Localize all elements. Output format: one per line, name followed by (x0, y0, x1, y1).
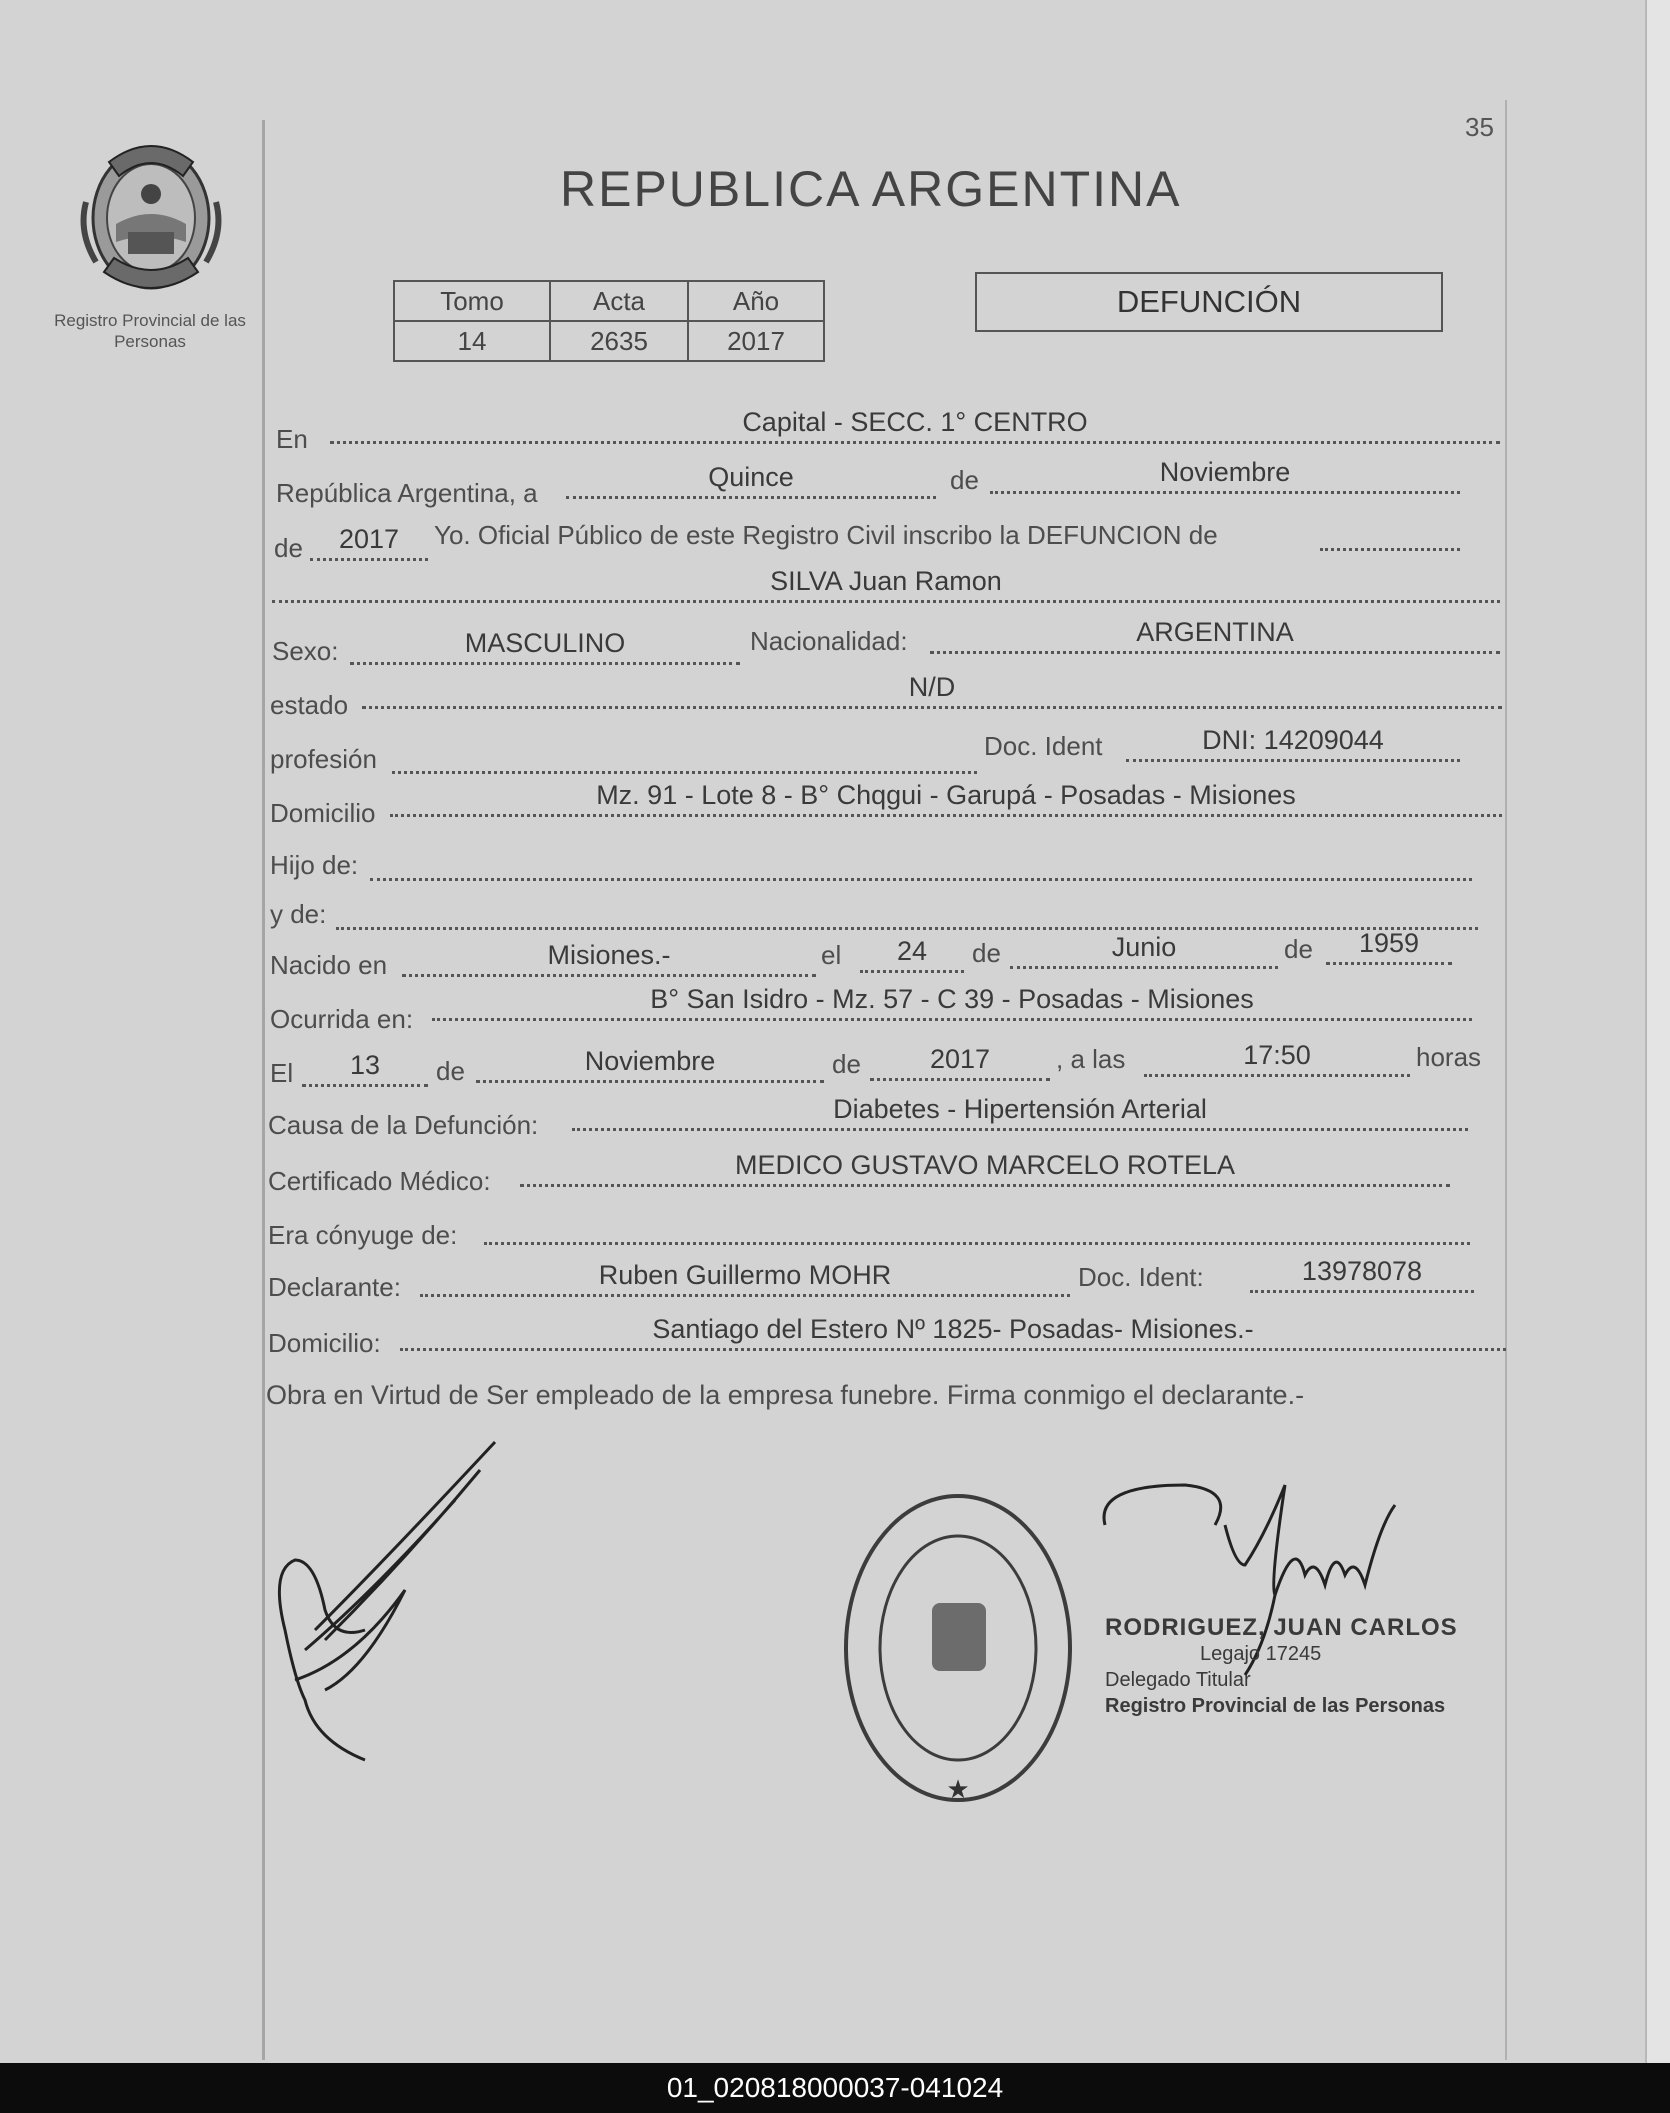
official-role: Delegado Titular (1105, 1669, 1251, 1691)
text-obra: Obra en Virtud de Ser empleado de la empresa funebre. Firma conmigo el declarante.- (266, 1380, 1305, 1410)
field-def-dia: 13 (302, 1048, 428, 1087)
field-difunto: SILVA Juan Ramon (272, 564, 1500, 603)
label-en: En (276, 424, 308, 454)
field-nac-mes: Junio (1010, 930, 1278, 969)
field-causa: Diabetes - Hipertensión Arterial (572, 1092, 1468, 1131)
field-certificado: MEDICO GUSTAVO MARCELO ROTELA (520, 1148, 1450, 1187)
institution-label: Registro Provincial de las Personas (54, 311, 246, 351)
field-domicilio: Mz. 91 - Lote 8 - B° Chqgui - Garupá - Posadas - Misiones (390, 778, 1502, 817)
field-profesion (392, 735, 977, 774)
scan-id-footer: 01_020818000037-041024 (0, 2063, 1670, 2113)
label-certificado: Certificado Médico: (268, 1166, 491, 1196)
official-seal-text (1105, 1615, 1458, 1719)
label-horas: horas (1416, 1042, 1482, 1072)
record-type-box: DEFUNCIÓN (975, 272, 1443, 332)
official-legajo: Legajo 17245 (1200, 1643, 1322, 1665)
field-nacionalidad: ARGENTINA (930, 615, 1500, 654)
label-hijo-de: Hijo de: (270, 850, 359, 880)
field-declarante-doc: 13978078 (1250, 1254, 1474, 1293)
field-conyuge (484, 1206, 1470, 1245)
field-ocurrida-en: B° San Isidro - Mz. 57 - C 39 - Posadas - Misiones (432, 982, 1472, 1021)
label-de-nac-1: de (972, 938, 1001, 968)
label-a-las: , a las (1056, 1044, 1126, 1074)
label-yo-oficial: Yo. Oficial Público de este Registro Civil inscribo la DEFUNCION de (434, 520, 1218, 550)
label-profesion: profesión (270, 744, 377, 774)
register-header-acta: Acta (550, 281, 688, 321)
register-header-anio: Año (688, 281, 824, 321)
register-header-tomo: Tomo (394, 281, 550, 321)
field-nac-dia: 24 (860, 934, 964, 973)
label-domicilio: Domicilio (270, 798, 376, 828)
field-hijo-de (370, 842, 1472, 881)
label-doc-ident-2: Doc. Ident: (1078, 1262, 1204, 1292)
label-de-nac-2: de (1284, 934, 1313, 964)
field-sexo: MASCULINO (350, 626, 740, 665)
field-def-hora: 17:50 (1144, 1038, 1410, 1077)
official-name: RODRIGUEZ, JUAN CARLOS (1105, 1614, 1458, 1641)
register-table (393, 280, 825, 362)
label-nacido-en: Nacido en (270, 950, 388, 980)
label-el: El (270, 1058, 294, 1088)
field-nacido-en: Misiones.- (402, 938, 816, 977)
label-de-1: de (950, 465, 979, 495)
field-lugar: Capital - SECC. 1° CENTRO (330, 405, 1500, 444)
field-declarante-domicilio: Santiago del Estero Nº 1825- Posadas- Misiones.- (400, 1312, 1506, 1351)
label-estado: estado (270, 690, 349, 720)
label-causa: Causa de la Defunción: (268, 1110, 539, 1140)
margin-line-right (1505, 100, 1507, 2060)
field-anio: 2017 (310, 522, 428, 561)
field-nac-anio: 1959 (1326, 926, 1452, 965)
label-conyuge: Era cónyuge de: (268, 1220, 458, 1250)
page-edge (1645, 0, 1670, 2063)
label-nacionalidad: Nacionalidad: (750, 626, 908, 656)
register-value-acta: 2635 (550, 321, 688, 361)
label-declarante: Declarante: (268, 1272, 401, 1302)
label-de-def-2: de (832, 1049, 861, 1079)
misiones-crest-icon (76, 132, 226, 300)
declarant-signature (265, 1440, 505, 1770)
field-y-de (336, 891, 1478, 930)
label-de-def-1: de (436, 1056, 465, 1086)
label-sexo: Sexo: (272, 636, 339, 666)
field-def-anio: 2017 (870, 1042, 1050, 1081)
field-doc-ident: DNI: 14209044 (1126, 723, 1460, 762)
label-domicilio-2: Domicilio: (268, 1328, 381, 1358)
field-dia: Quince (566, 460, 936, 499)
field-blank-row3 (1320, 512, 1460, 551)
field-mes: Noviembre (990, 455, 1460, 494)
label-doc-ident: Doc. Ident (984, 731, 1103, 761)
field-def-mes: Noviembre (476, 1044, 824, 1083)
field-estado: N/D (362, 670, 1502, 709)
svg-text:★: ★ (946, 1775, 970, 1805)
label-el-nacido: el (821, 940, 842, 970)
label-de-2: de (274, 533, 303, 563)
document-title: REPUBLICA ARGENTINA (560, 161, 1182, 217)
page-number: 35 (1465, 112, 1494, 142)
field-declarante: Ruben Guillermo MOHR (420, 1258, 1070, 1297)
label-ocurrida-en: Ocurrida en: (270, 1004, 414, 1034)
registry-seal-stamp (838, 1488, 1078, 1808)
label-republica: República Argentina, a (276, 478, 538, 508)
register-value-tomo: 14 (394, 321, 550, 361)
register-value-anio: 2017 (688, 321, 824, 361)
official-office: Registro Provincial de las Personas (1105, 1695, 1446, 1717)
label-y-de: y de: (270, 899, 327, 929)
